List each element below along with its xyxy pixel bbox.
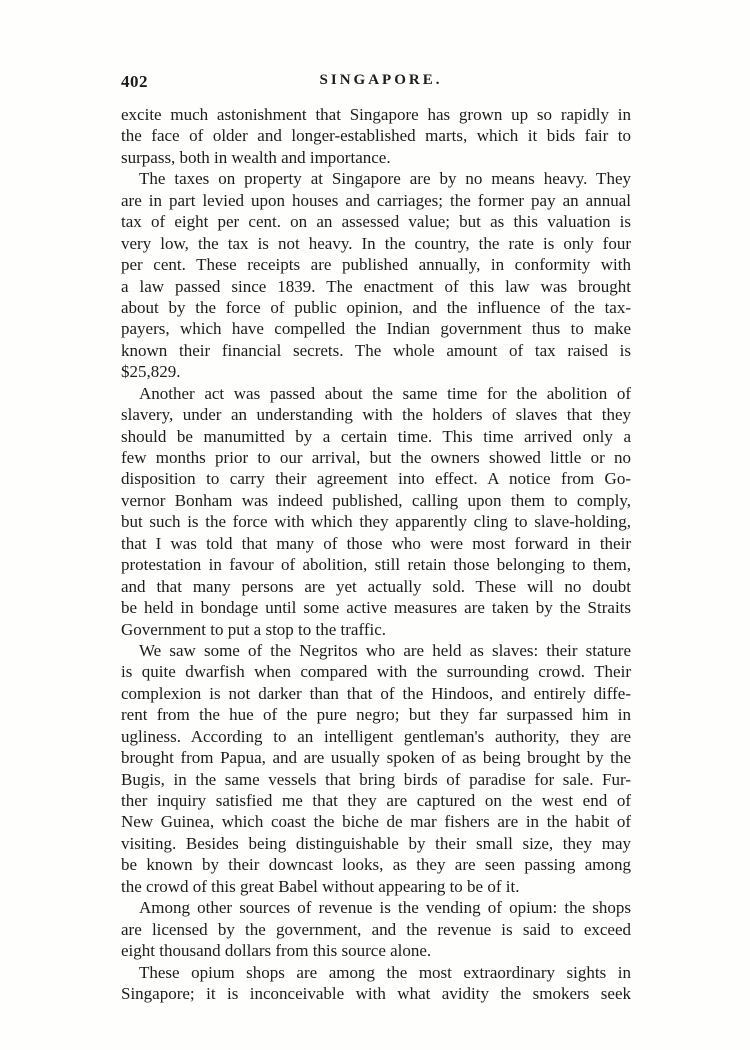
text-line: vernor Bonham was indeed published, calling upon them to comply, — [121, 490, 631, 510]
text-line: brought from Papua, and are usually spoken of as being brought by the — [121, 748, 631, 768]
paragraph-taxes — [121, 168, 631, 382]
text-line: protestation in favour of abolition, still retain those belonging to them, — [121, 555, 631, 575]
text-line: Singapore; it is inconceivable with what avidity the smokers seek — [121, 983, 631, 1003]
text-line: surpass, both in wealth and importance. — [121, 147, 391, 167]
text-line: $25,829. — [121, 362, 181, 382]
text-line: about by the force of public opinion, and the influence of the tax- — [121, 297, 631, 317]
text-line: very low, the tax is not heavy. In the country, the rate is only four — [121, 233, 631, 253]
text-line: few months prior to our arrival, but the owners showed little or no — [121, 448, 631, 467]
text-line: The taxes on property at Singapore are by no means heavy. They — [139, 169, 631, 189]
text-line: New Guinea, which coast the biche de mar fishers are in the habit of — [121, 812, 631, 832]
running-head — [121, 72, 641, 96]
running-title: SINGAPORE. — [319, 72, 443, 88]
text-line: is quite dwarfish when compared with the surrounding crowd. Their — [121, 662, 631, 682]
text-line: These opium shops are among the most extraordinary sights in — [139, 962, 631, 982]
text-line: the crowd of this great Babel without appearing to be of it. — [121, 876, 520, 896]
paragraph-opium-revenue — [121, 897, 631, 961]
text-line: complexion is not darker than that of the Hindoos, and entirely diffe- — [121, 683, 631, 703]
text-line: slavery, under an understanding with the holders of slaves that they — [121, 405, 631, 425]
text-line: Among other sources of revenue is the vending of opium: the shops — [139, 898, 631, 918]
text-line: Government to put a stop to the traffic. — [121, 619, 387, 639]
text-line: are in part levied upon houses and carriages; the former pay an annual — [121, 190, 631, 210]
text-line: Bugis, in the same vessels that bring birds of paradise for sale. Fur- — [121, 769, 631, 789]
text-line: ther inquiry satisfied me that they are captured on the west end of — [121, 791, 631, 810]
text-line: the face of older and longer-established marts, which it bids fair to — [121, 126, 631, 146]
paragraph-negritos — [121, 640, 631, 897]
text-line: Another act was passed about the same time for the abolition of — [139, 383, 631, 403]
text-line: excite much astonishment that Singapore has grown up so rapidly in — [121, 105, 631, 124]
text-line: and that many persons are yet actually sold. These will no doubt — [121, 576, 631, 596]
text-line: ugliness. According to an intelligent gentleman's authority, they are — [121, 726, 631, 746]
text-line: per cent. These receipts are published annually, in conformity with — [121, 255, 631, 275]
text-line: payers, which have compelled the Indian government thus to make — [121, 319, 631, 339]
text-line: We saw some of the Negritos who are held as slaves: their stature — [139, 640, 631, 660]
paragraph-slavery — [121, 383, 631, 640]
text-line: disposition to carry their agreement into effect. A notice from Go- — [121, 469, 631, 489]
text-line: that I was told that many of those who were most forward in their — [121, 533, 631, 553]
text-line: visiting. Besides being distinguishable by their small size, they may — [121, 833, 631, 853]
text-line: be known by their downcast looks, as they are seen passing among — [121, 855, 631, 875]
text-line: be held in bondage until some active measures are taken by the Straits — [121, 598, 631, 618]
page-number: 402 — [121, 72, 148, 91]
text-line: should be manumitted by a certain time. This time arrived only a — [121, 426, 631, 446]
text-line: a law passed since 1839. The enactment of this law was brought — [121, 276, 631, 296]
text-line: rent from the hue of the pure negro; but they far surpassed him in — [121, 705, 631, 725]
text-line: known their financial secrets. The whole amount of tax raised is — [121, 340, 631, 360]
text-line: eight thousand dollars from this source alone. — [121, 941, 432, 961]
body-text — [121, 104, 631, 1004]
text-line: tax of eight per cent. on an assessed value; but as this valuation is — [121, 212, 631, 232]
text-line: but such is the force with which they apparently cling to slave-holding, — [121, 512, 631, 532]
text-line: are licensed by the government, and the revenue is said to exceed — [121, 919, 631, 939]
paragraph-opium-shops — [121, 962, 631, 1005]
paragraph-continued — [121, 104, 631, 168]
